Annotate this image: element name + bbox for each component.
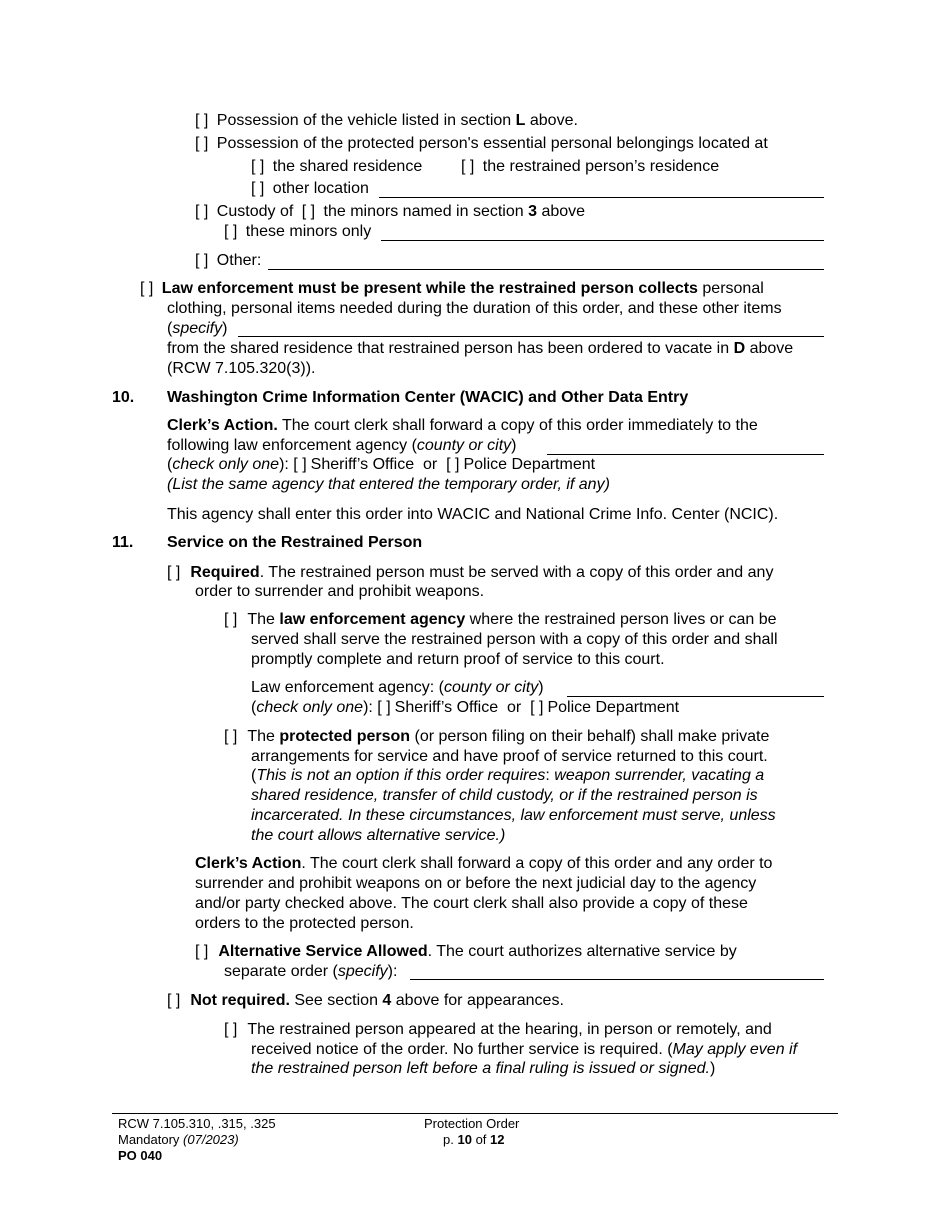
protected-person-option: [ ] The protected person (or person filing on their behalf) shall make private [224, 728, 770, 745]
item-shared-residence: [ ] the shared residence [251, 158, 423, 175]
protected-person-line2: arrangements for service and have proof of service returned to this court. [251, 748, 768, 765]
checkbox-service-sheriff-office[interactable]: [ ] [377, 699, 391, 716]
checkbox-appeared[interactable]: [ ] [224, 1021, 238, 1038]
protected-person-line4: shared residence, transfer of child custody, or if the restrained person is [251, 787, 758, 804]
footer-title: Protection Order [424, 1116, 520, 1131]
protected-person-line5: incarcerated. In these circumstances, law enforcement must serve, unless [251, 807, 776, 824]
checkbox-custody[interactable]: [ ] [195, 203, 209, 220]
alternative-service: [ ] Alternative Service Allowed. The court authorizes alternative service by [195, 943, 737, 960]
section-10-agency-line: following law enforcement agency (county or city) [167, 437, 517, 454]
law-enforcement-specify: (specify) [167, 320, 228, 337]
footer-form-number: PO 040 [118, 1148, 163, 1163]
checkbox-these-minors[interactable]: [ ] [224, 223, 238, 240]
section-10-number: 10. [112, 389, 135, 406]
checkbox-restrained-residence[interactable]: [ ] [461, 158, 475, 175]
section-11-clerk-action: Clerk’s Action. The court clerk shall forward a copy of this order and any order to [195, 855, 773, 872]
these-minors-field[interactable] [381, 240, 824, 241]
footer-rcw: RCW 7.105.310, .315, .325 [118, 1116, 276, 1131]
section-10-entry: This agency shall enter this order into WACIC and National Crime Info. Center (NCIC). [167, 506, 779, 523]
item-restrained-residence: [ ] the restrained person’s residence [461, 158, 720, 175]
item-custody: [ ] Custody of [ ] the minors named in section 3 above [195, 203, 586, 220]
checkbox-service-required[interactable]: [ ] [167, 564, 181, 581]
section-10-note: (List the same agency that entered the temporary order, if any) [167, 476, 610, 493]
checkbox-protected-person[interactable]: [ ] [224, 728, 238, 745]
footer-page: p. 10 of 12 [443, 1132, 505, 1147]
le-agency-name-line: Law enforcement agency: (county or city) [251, 679, 544, 696]
law-enforcement-present: [ ] Law enforcement must be present while the restrained person collects personal [140, 280, 764, 297]
checkbox-law-enforcement-present[interactable]: [ ] [140, 280, 154, 297]
other-field[interactable] [268, 269, 824, 270]
checkbox-belongings[interactable]: [ ] [195, 135, 209, 152]
section-11-title: Service on the Restrained Person [167, 534, 423, 551]
checkbox-minors-named[interactable]: [ ] [301, 203, 316, 220]
alternative-service-line2: separate order (specify): [224, 963, 398, 980]
checkbox-other[interactable]: [ ] [195, 252, 209, 269]
section-11-number: 11. [112, 534, 134, 551]
specify-items-field[interactable] [238, 336, 824, 337]
appeared-option: [ ] The restrained person appeared at the hearing, in person or remotely, and [224, 1021, 772, 1038]
section-10-clerk-action: Clerk’s Action. The court clerk shall forward a copy of this order immediately to the [167, 417, 758, 434]
checkbox-shared-residence[interactable]: [ ] [251, 158, 265, 175]
checkbox-service-not-required[interactable]: [ ] [167, 992, 181, 1009]
checkbox-other-location[interactable]: [ ] [251, 180, 265, 197]
checkbox-vehicle[interactable]: [ ] [195, 112, 209, 129]
item-belongings: [ ] Possession of the protected person's essential personal belongings located at [195, 135, 768, 152]
item-vehicle: [ ] Possession of the vehicle listed in section L above. [195, 112, 578, 129]
section-11-clerk-line3: and/or party checked above. The court clerk shall also provide a copy of these [195, 895, 748, 912]
checkbox-alternative-service[interactable]: [ ] [195, 943, 209, 960]
law-enforcement-line2: clothing, personal items needed during the duration of this order, and these other items [167, 300, 782, 317]
le-agency-line2: served shall serve the restrained person with a copy of this order and shall [251, 631, 778, 648]
item-these-minors: [ ] these minors only [224, 223, 372, 240]
appeared-line2: received notice of the order. No further service is required. (May apply even if [251, 1041, 798, 1058]
checkbox-service-police-department[interactable]: [ ] [530, 699, 544, 716]
checkbox-le-agency[interactable]: [ ] [224, 611, 238, 628]
section-10-check-one: (check only one): [ ] Sheriff’s Office or [ ] Police Department [167, 456, 596, 473]
checkbox-sheriff-office[interactable]: [ ] [293, 456, 307, 473]
checkbox-police-department[interactable]: [ ] [446, 456, 460, 473]
section-11-clerk-line4: orders to the protected person. [195, 915, 414, 932]
footer-mandatory: Mandatory (07/2023) [118, 1132, 239, 1147]
le-agency-name-field[interactable] [567, 696, 824, 697]
section-10-title: Washington Crime Information Center (WACIC) and Other Data Entry [167, 389, 689, 406]
le-agency-line3: promptly complete and return proof of service to this court. [251, 651, 665, 668]
le-agency-check-one: (check only one): [ ] Sheriff’s Office or [ ] Police Department [251, 699, 680, 716]
section-11-clerk-line2: surrender and prohibit weapons on or before the next judicial day to the agency [195, 875, 757, 892]
protected-person-line6: the court allows alternative service.) [251, 827, 506, 844]
appeared-line3: the restrained person left before a final ruling is issued or signed.) [251, 1060, 716, 1077]
service-not-required: [ ] Not required. See section 4 above for appearances. [167, 992, 564, 1009]
other-location-field[interactable] [379, 197, 824, 198]
protected-person-line3: (This is not an option if this order requires: weapon surrender, vacating a [251, 767, 765, 784]
item-other: [ ] Other: [195, 252, 262, 269]
alternative-service-field[interactable] [410, 979, 824, 980]
service-required-line2: order to surrender and prohibit weapons. [195, 583, 485, 600]
footer-rule [112, 1113, 838, 1114]
law-enforcement-line4: from the shared residence that restrained person has been ordered to vacate in D above [167, 340, 794, 357]
le-agency-option: [ ] The law enforcement agency where the restrained person lives or can be [224, 611, 777, 628]
service-required: [ ] Required. The restrained person must be served with a copy of this order and any [167, 564, 774, 581]
law-enforcement-line5: (RCW 7.105.320(3)). [167, 360, 316, 377]
item-other-location: [ ] other location [251, 180, 369, 197]
